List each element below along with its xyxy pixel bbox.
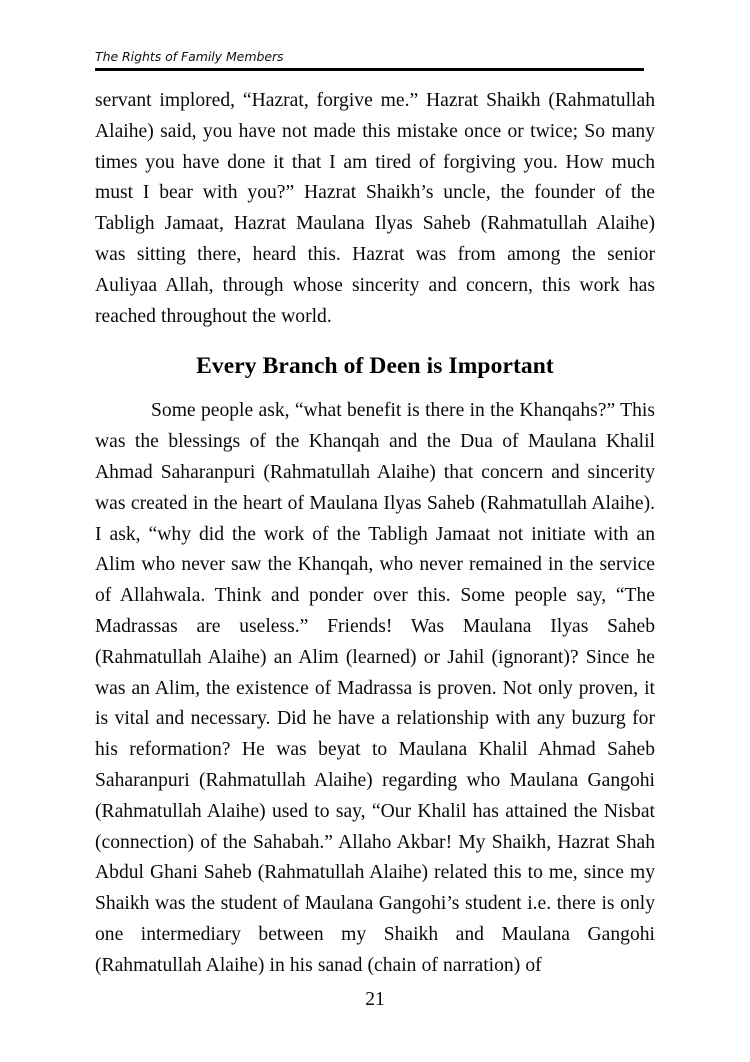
paragraph-continuation: servant implored, “Hazrat, forgive me.” Hazrat Shaikh (Rahmatullah Alaihe) said, you have not made this mistake once or twice; So many times you have done it that I am tired of forgiving you. How much must I bear with you?” Hazrat Shaikh’s uncle, the founder of the Tabligh Jamaat, Hazrat Maulana Ilyas Saheb (Rahmatullah Alaihe) was sitting there, heard this. Hazrat was from among the senior Auliyaa Allah, through whose sincerity and concern, this work has reached throughout the world. xyxy=(95,90,655,327)
page-content xyxy=(95,86,655,982)
section-heading-every-branch-of-deen-is-important: Every Branch of Deen is Important xyxy=(196,353,554,380)
paragraph-every-branch-of-deen: Some people ask, “what benefit is there in the Khanqahs?” This was the blessings of the Khanqah and the Dua of Maulana Khalil Ahmad Saharanpuri (Rahmatullah Alaihe) that concern and sincerity was created in the heart of Maulana Ilyas Saheb (Rahmatullah Alaihe). I ask, “why did the work of the Tabligh Jamaat not initiate with an Alim who never saw the Khanqah, who never remained in the service of Allahwala. Think and ponder over this. Some people say, “The Madrassas are useless.” Friends! Was Maulana Ilyas Saheb (Rahmatullah Alaihe) an Alim (learned) or Jahil (ignorant)? Since he was an Alim, the existence of Madrassa is proven. Not only proven, it is vital and necessary. Did he have a relationship with any buzurg for his reformation? He was beyat to Maulana Khalil Ahmad Saheb Saharanpuri (Rahmatullah Alaihe) regarding who Maulana Gangohi (Rahmatullah Alaihe) used to say, “Our Khalil has attained the Nisbat (connection) of the Sahabah.” Allaho Akbar! My Shaikh, Hazrat Shah Abdul Ghani Saheb (Rahmatullah Alaihe) related this to me, since my Shaikh was the student of Maulana Gangohi’s student i.e. there is only one intermediary between my Shaikh and Maulana Gangohi (Rahmatullah Alaihe) in his sanad (chain of narration) of xyxy=(95,400,655,976)
running-header-title: The Rights of Family Members xyxy=(95,49,284,64)
page-number-footer: 21 xyxy=(365,989,385,1010)
running-header xyxy=(95,49,644,71)
spacer-below-heading xyxy=(95,381,655,396)
spacer-above-heading xyxy=(95,332,655,351)
header-rule-divider xyxy=(95,68,644,71)
